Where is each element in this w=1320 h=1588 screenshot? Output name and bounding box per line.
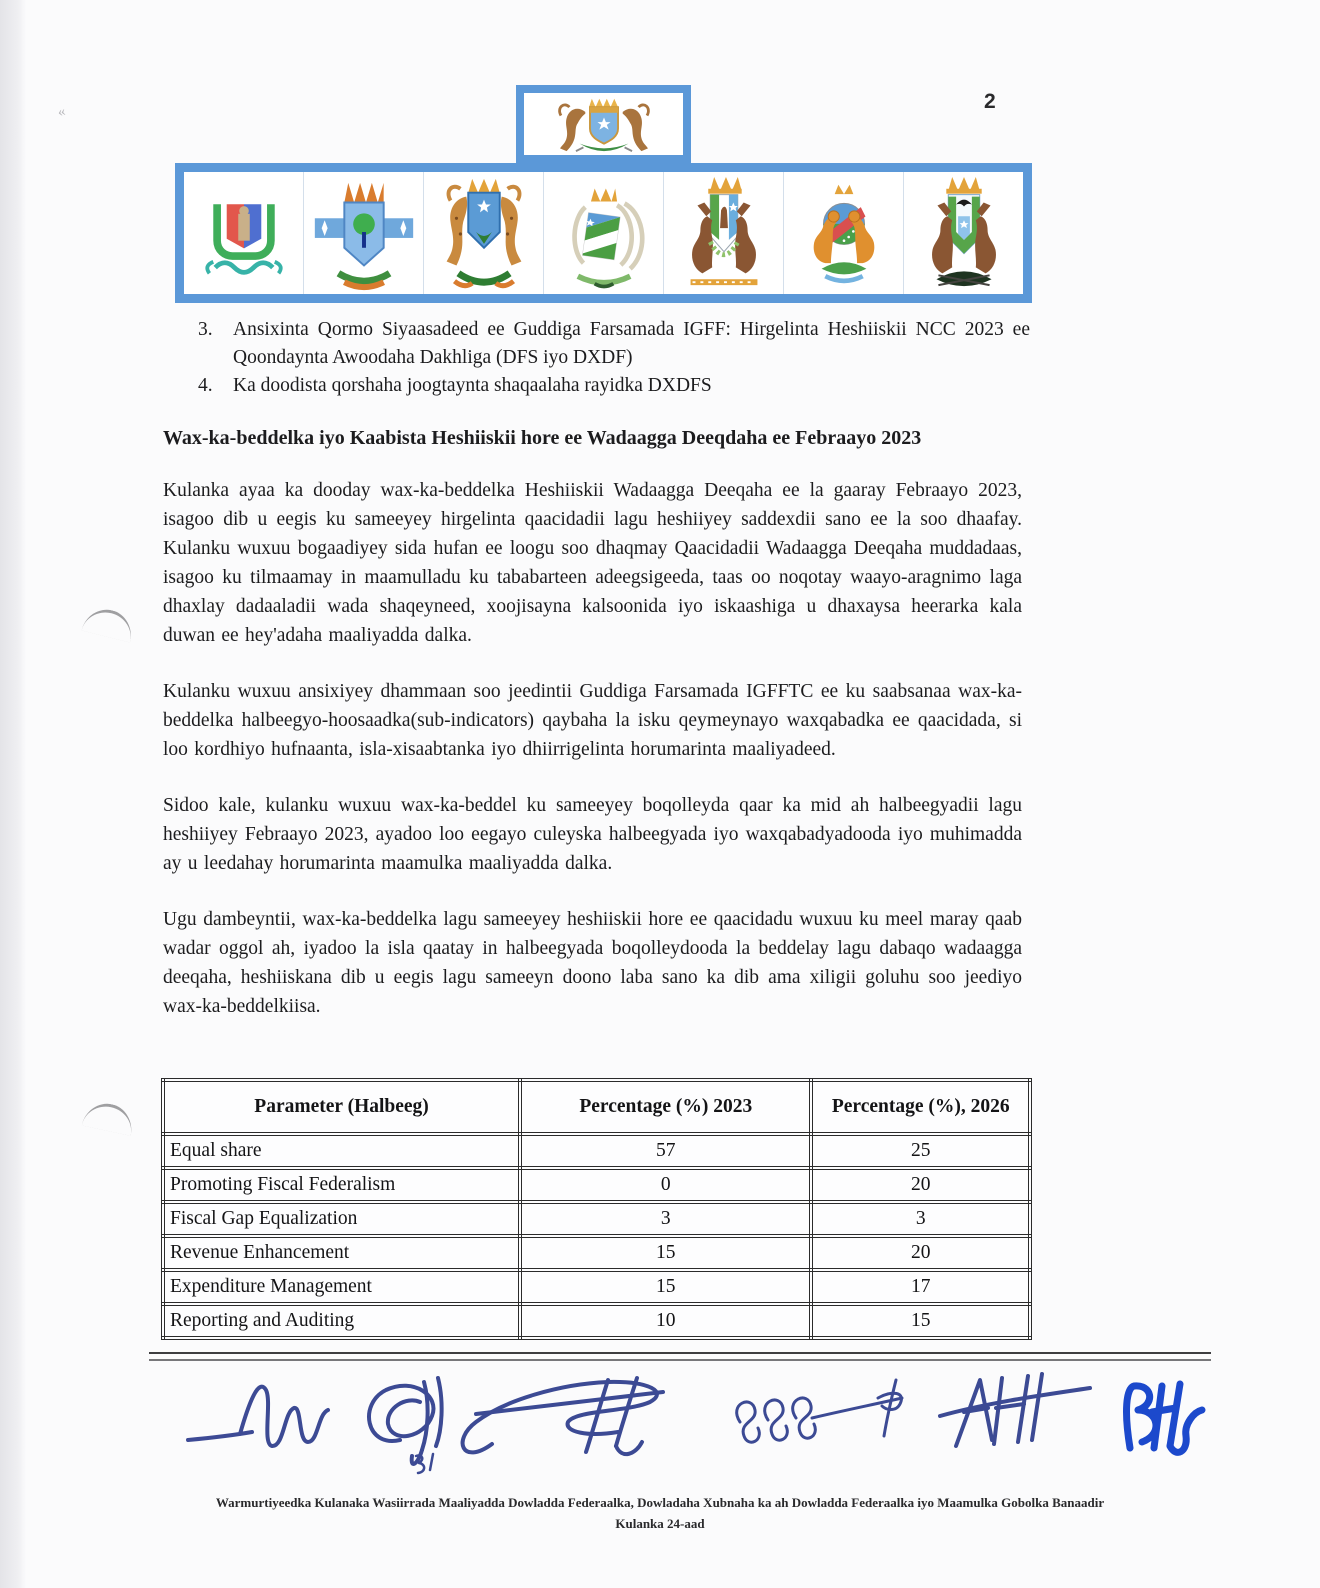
parameter-cell: Fiscal Gap Equalization (163, 1202, 520, 1236)
table-header-row (163, 1080, 1030, 1134)
table-row (163, 1202, 1030, 1236)
list-item-text: Ka doodista qorshaha joogtaynta shaqaalaha rayidka DXDFS (233, 375, 712, 396)
parameter-cell: Reporting and Auditing (163, 1304, 520, 1338)
member-states-emblem-banner (175, 163, 1032, 303)
value-2023-cell: 15 (520, 1236, 811, 1270)
table-row (163, 1168, 1030, 1202)
signature-3 (463, 1378, 663, 1454)
list-item-number: 3. (198, 319, 213, 340)
table-row (163, 1236, 1030, 1270)
column-header-2026: Percentage (%), 2026 (811, 1080, 1030, 1134)
value-2026-cell: 20 (811, 1236, 1030, 1270)
signature-6 (1127, 1384, 1202, 1452)
parameter-cell: Promoting Fiscal Federalism (163, 1168, 520, 1202)
emblem-tree-shield-icon (308, 175, 420, 293)
banner-cell (544, 172, 664, 294)
table-row (163, 1304, 1030, 1338)
hole-punch-mark (82, 1099, 137, 1136)
table-row (163, 1134, 1030, 1168)
emblem-horses-camel-shield-icon (668, 175, 780, 293)
hole-punch-mark (81, 604, 136, 642)
banner-cell (184, 172, 304, 294)
banner-cell (424, 172, 544, 294)
parameter-cell: Equal share (163, 1134, 520, 1168)
footer-line-2: Kulanka 24-aad (615, 1516, 705, 1531)
value-2026-cell: 15 (811, 1304, 1030, 1338)
national-emblem-frame (516, 85, 691, 163)
scan-edge-shadow (0, 0, 26, 1588)
emblem-tower-crest-icon (192, 185, 296, 281)
paragraph: Ugu dambeyntii, wax-ka-beddelka lagu sameeyey heshiiskii hore ee qaacidadu wuxuu ku meel maray qaab wadar oggol ah, iyadoo la isla qaatay in halbeegyada boqolleydooda la beddelay lagu dabaqo wadaagga deeqaha, heshiiskana dib u eegis lagu sameeyn doono laba sano ka dib ama xiligii goluhu soo jeediyo wax-ka-beddelkiisa. (163, 909, 1022, 1017)
signature-1 (188, 1387, 328, 1446)
value-2026-cell: 20 (811, 1168, 1030, 1202)
stray-scan-mark: « (56, 103, 67, 121)
emblem-lions-shield-icon (788, 181, 900, 293)
paragraph: Kulanku wuxuu ansixiyey dhammaan soo jeedintii Guddiga Farsamada IGFFTC ee ku saabsanaa wax-ka-beddelka halbeegyo-hoosaadka(sub-indicators) qaybaha la isku qeymeynayo waxqabadka ee qaacidada, si loo kordhiyo hufnaanta, isla-xisaabtanka iyo dhiirrigelinta horumarinta maaliyadeed. (163, 681, 1022, 760)
banner-cell (904, 172, 1023, 294)
list-item-number: 4. (198, 375, 213, 396)
footer-line-1: Warmurtiyeedka Kulanaka Wasiirrada Maaliyadda Dowladda Federaalka, Dowladaha Xubnaha ka ah Dowladda Federaalka iyo Maamulka Gobolka Banaadir (215, 1495, 1105, 1510)
body-paragraphs (163, 476, 1022, 1048)
signature-5 (940, 1374, 1090, 1446)
banner-cell (784, 172, 904, 294)
signature-4 (737, 1380, 902, 1442)
parameter-cell: Revenue Enhancement (163, 1236, 520, 1270)
value-2023-cell: 15 (520, 1270, 811, 1304)
signature-2 (369, 1378, 442, 1473)
value-2023-cell: 3 (520, 1202, 811, 1236)
table-row (163, 1270, 1030, 1304)
list-item (198, 316, 1030, 372)
list-item-text: Ansixinta Qormo Siyaasadeed ee Guddiga Farsamada IGFF: Hirgelinta Heshiiskii NCC 2023 ee Qoondaynta Awoodaha Dakhliga (DFS iyo DXDF) (233, 319, 1030, 368)
value-2026-cell: 25 (811, 1134, 1030, 1168)
handwritten-signatures (140, 1352, 1220, 1477)
allocation-table (161, 1078, 1032, 1340)
banner-cell (304, 172, 424, 294)
value-2026-cell: 3 (811, 1202, 1030, 1236)
column-header-2023: Percentage (%) 2023 (520, 1080, 811, 1134)
paragraph: Kulanka ayaa ka dooday wax-ka-beddelka Heshiiskii Wadaagga Deeqaha ee la gaaray Febraayo 2023, isagoo dib u eegis ku sameeyey hirgelinta qaacidadii lagu heshiiyey saddexdii sano ee la soo dhaafay. Kulanku wuxuu bogaadiyey sida hufan ee loogu soo dhaqmay Qaacidadii Wadaagga Deeqaha muddadaas, isagoo ku tilmaamay in maamulladu ku tababarteen adeegsigeeda, taas oo noqotay waayo-aragnimo laga dhaxlay dadaaladii wada shaqeyneed, xoojisayna kalsoonida iyo iskaashiga u dhaxaysa heerarka kala duwan ee hey'adaha maaliyadda dalka. (163, 480, 1022, 646)
column-header-parameter: Parameter (Halbeeg) (163, 1080, 520, 1134)
paragraph: Sidoo kale, kulanku wuxuu wax-ka-beddel ku sameeyey boqolleyda qaar ka mid ah halbeegyadii lagu heshiiyey Febraayo 2023, ayadoo loo eegayo culeyska halbeegyada iyo waxqabadyadooda iyo muhimadda ay u leedahay horumarinta maamulka maaliyadda dalka. (163, 795, 1022, 874)
section-heading: Wax-ka-beddelka iyo Kaabista Heshiiskii hore ee Wadaagga Deeqdaha ee Febraayo 2023 (163, 427, 922, 449)
document-footer (70, 1492, 1250, 1534)
emblem-wreath-flag-icon (549, 181, 659, 293)
somalia-coat-of-arms-icon (529, 95, 679, 153)
value-2023-cell: 0 (520, 1168, 811, 1202)
parameter-cell: Expenditure Management (163, 1270, 520, 1304)
list-item (198, 372, 1030, 400)
banner-cell (664, 172, 784, 294)
page-number: 2 (984, 90, 996, 113)
emblem-horses-eagle-shield-icon (908, 175, 1020, 293)
value-2026-cell: 17 (811, 1270, 1030, 1304)
value-2023-cell: 10 (520, 1304, 811, 1338)
emblem-leopards-shield-icon (428, 175, 540, 293)
agenda-list (198, 316, 1030, 400)
value-2023-cell: 57 (520, 1134, 811, 1168)
